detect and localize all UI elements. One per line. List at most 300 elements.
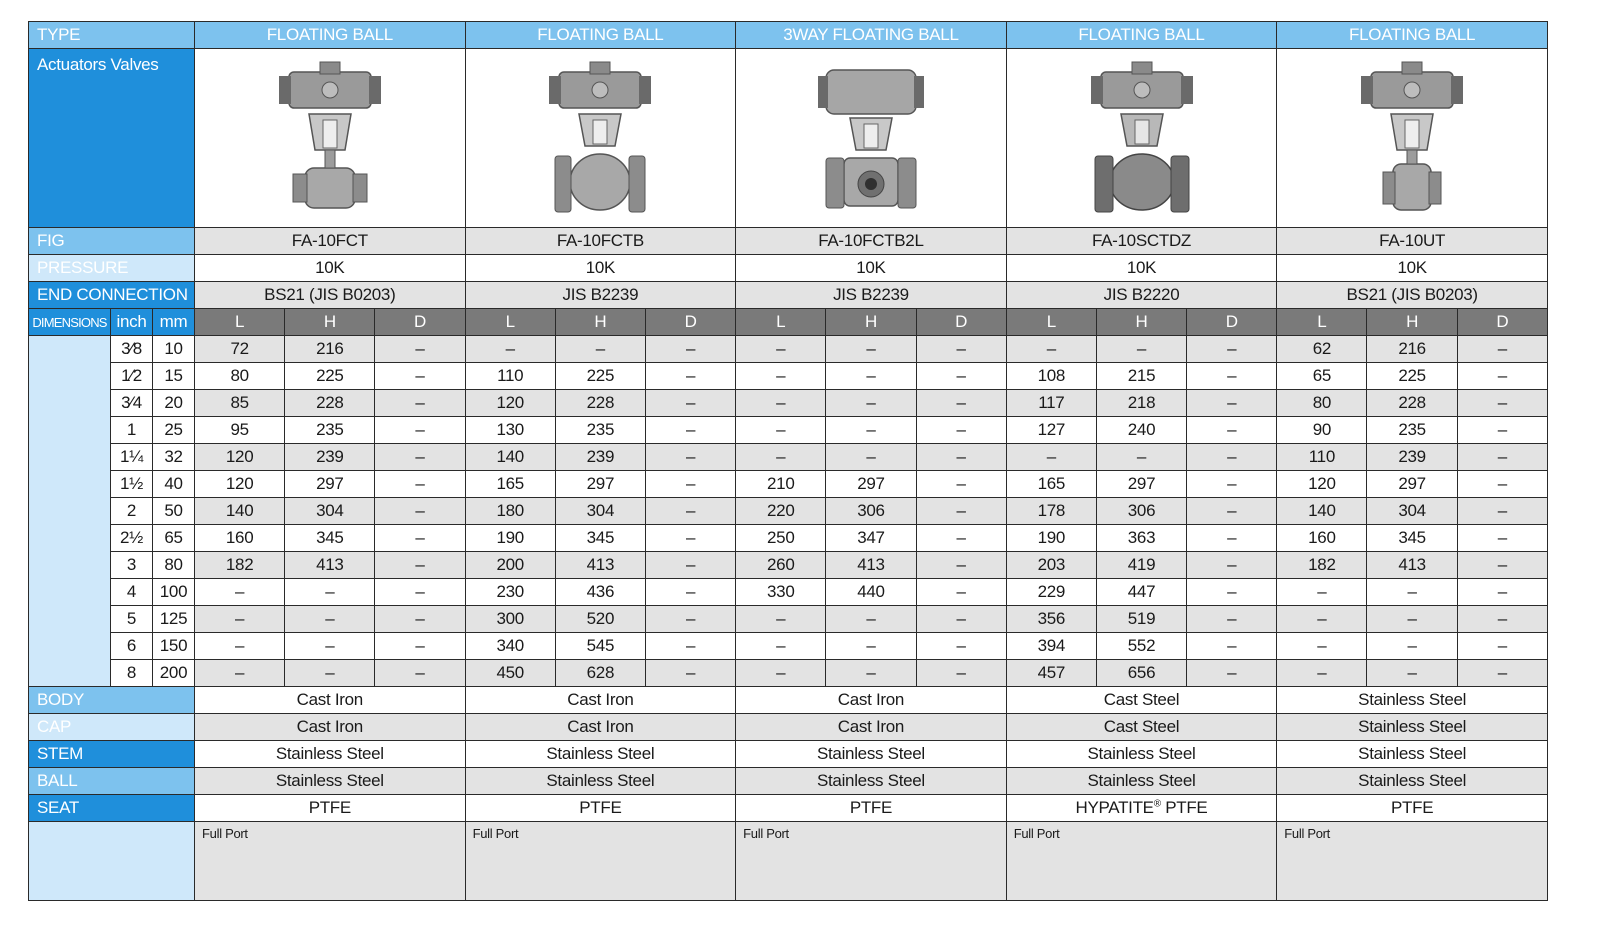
dimension-value: 117 <box>1006 390 1096 417</box>
dimension-value: 340 <box>465 633 555 660</box>
dimension-value: 235 <box>1367 417 1457 444</box>
dimension-value: 306 <box>1096 498 1186 525</box>
col-h-header: H <box>826 309 916 336</box>
ball-value: Stainless Steel <box>1277 768 1548 795</box>
dimension-value: 72 <box>195 336 285 363</box>
dimension-value: – <box>1457 363 1547 390</box>
dimension-value: – <box>916 417 1006 444</box>
dimension-value: – <box>826 444 916 471</box>
seat-value: PTFE <box>195 795 466 822</box>
dimension-value: 436 <box>555 579 645 606</box>
dimension-value: 250 <box>736 525 826 552</box>
fig-label: FIG <box>29 228 195 255</box>
size-inch: 5 <box>111 606 153 633</box>
dimension-value: – <box>826 606 916 633</box>
dimension-value: 306 <box>826 498 916 525</box>
image-row <box>29 49 1548 228</box>
dimension-value: – <box>736 336 826 363</box>
dimension-value: 457 <box>1006 660 1096 687</box>
dimension-value: – <box>195 633 285 660</box>
col-l-header: L <box>1006 309 1096 336</box>
note-value: Full Port <box>195 822 466 901</box>
dimension-value: – <box>1006 336 1096 363</box>
col-h-header: H <box>555 309 645 336</box>
dimensions-label: DIMENSIONS <box>29 309 111 336</box>
dimension-value: 140 <box>195 498 285 525</box>
size-mm: 80 <box>153 552 195 579</box>
stem-value: Stainless Steel <box>1006 741 1277 768</box>
dimension-value: – <box>1457 417 1547 444</box>
col-h-header: H <box>285 309 375 336</box>
fig-value: FA-10FCTB2L <box>736 228 1007 255</box>
dimension-value: – <box>1187 336 1277 363</box>
dimension-value: – <box>285 633 375 660</box>
dimension-value: – <box>736 417 826 444</box>
dimension-value: 413 <box>826 552 916 579</box>
dimension-value: 413 <box>285 552 375 579</box>
dimension-value: 297 <box>1367 471 1457 498</box>
dimension-value: – <box>1187 444 1277 471</box>
dimension-row <box>29 363 1548 390</box>
dimension-value: 120 <box>195 444 285 471</box>
dimension-value: 330 <box>736 579 826 606</box>
dimension-value: – <box>736 633 826 660</box>
dimension-value: – <box>375 471 465 498</box>
dimensions-side-panel <box>29 336 111 687</box>
dimension-value: 552 <box>1096 633 1186 660</box>
dimension-value: 240 <box>1096 417 1186 444</box>
cap-value: Cast Steel <box>1006 714 1277 741</box>
size-inch: 3⁄4 <box>111 390 153 417</box>
screwed-ball-valve-actuator-icon <box>195 49 466 228</box>
size-inch: 2½ <box>111 525 153 552</box>
dimension-value: – <box>916 444 1006 471</box>
dimension-value: – <box>1367 660 1457 687</box>
size-mm: 32 <box>153 444 195 471</box>
dimension-value: 228 <box>1367 390 1457 417</box>
dimension-value: 215 <box>1096 363 1186 390</box>
dimension-value: 218 <box>1096 390 1186 417</box>
dimension-value: 228 <box>285 390 375 417</box>
cap-row <box>29 714 1548 741</box>
size-inch: 3 <box>111 552 153 579</box>
model-type-4: FLOATING BALL <box>1006 22 1277 49</box>
size-mm: 200 <box>153 660 195 687</box>
ball-row <box>29 768 1548 795</box>
dimension-row <box>29 444 1548 471</box>
stem-value: Stainless Steel <box>736 741 1007 768</box>
dimension-value: – <box>1457 444 1547 471</box>
fig-value: FA-10UT <box>1277 228 1548 255</box>
body-label: BODY <box>29 687 195 714</box>
dimension-value: – <box>826 390 916 417</box>
type-row <box>29 22 1548 49</box>
dimension-value: – <box>375 660 465 687</box>
fig-value: FA-10FCTB <box>465 228 736 255</box>
seat-label: SEAT <box>29 795 195 822</box>
size-mm: 25 <box>153 417 195 444</box>
mm-header: mm <box>153 309 195 336</box>
dimension-value: 239 <box>285 444 375 471</box>
cap-label: CAP <box>29 714 195 741</box>
dimension-value: 130 <box>465 417 555 444</box>
dimension-value: – <box>285 606 375 633</box>
stem-label: STEM <box>29 741 195 768</box>
dimension-value: – <box>375 390 465 417</box>
dimension-value: 165 <box>1006 471 1096 498</box>
dimension-value: 239 <box>1367 444 1457 471</box>
seat-value: PTFE <box>465 795 736 822</box>
size-inch: 6 <box>111 633 153 660</box>
union-ball-valve-actuator-icon <box>1277 49 1548 228</box>
dimension-value: 450 <box>465 660 555 687</box>
ball-label: BALL <box>29 768 195 795</box>
dimension-value: 90 <box>1277 417 1367 444</box>
size-mm: 100 <box>153 579 195 606</box>
col-d-header: D <box>645 309 735 336</box>
ball-value: Stainless Steel <box>736 768 1007 795</box>
dimension-value: – <box>916 498 1006 525</box>
note-value: Full Port <box>1006 822 1277 901</box>
dimension-value: – <box>916 633 1006 660</box>
dimension-value: 447 <box>1096 579 1186 606</box>
model-type-3: 3WAY FLOATING BALL <box>736 22 1007 49</box>
dimension-value: 229 <box>1006 579 1096 606</box>
dimension-value: 628 <box>555 660 645 687</box>
dimension-value: 160 <box>195 525 285 552</box>
col-d-header: D <box>916 309 1006 336</box>
dimension-value: 656 <box>1096 660 1186 687</box>
dimension-value: – <box>916 390 1006 417</box>
stem-value: Stainless Steel <box>1277 741 1548 768</box>
dimension-value: – <box>645 363 735 390</box>
body-value: Cast Steel <box>1006 687 1277 714</box>
dimension-value: 230 <box>465 579 555 606</box>
dimension-row <box>29 498 1548 525</box>
pressure-value: 10K <box>195 255 466 282</box>
dimension-value: – <box>375 498 465 525</box>
dimension-value: – <box>1187 417 1277 444</box>
pressure-value: 10K <box>465 255 736 282</box>
dimension-row <box>29 417 1548 444</box>
dimension-value: 216 <box>285 336 375 363</box>
seat-value <box>1006 795 1277 822</box>
dimension-row <box>29 552 1548 579</box>
dimension-value: 220 <box>736 498 826 525</box>
cap-value: Cast Iron <box>465 714 736 741</box>
cap-value: Cast Iron <box>195 714 466 741</box>
dimension-value: 120 <box>465 390 555 417</box>
pressure-row <box>29 255 1548 282</box>
dimension-value: – <box>195 660 285 687</box>
size-inch: 2 <box>111 498 153 525</box>
dimension-value: – <box>736 606 826 633</box>
dimension-value: – <box>375 633 465 660</box>
dimension-value: 300 <box>465 606 555 633</box>
dimension-value: – <box>1277 579 1367 606</box>
dimension-value: 297 <box>285 471 375 498</box>
dimension-value: – <box>1457 525 1547 552</box>
dimension-value: 413 <box>1367 552 1457 579</box>
dimension-value: – <box>916 525 1006 552</box>
dimension-value: – <box>916 579 1006 606</box>
dimension-row <box>29 633 1548 660</box>
dimension-value: 62 <box>1277 336 1367 363</box>
size-inch: 4 <box>111 579 153 606</box>
dimension-value: – <box>375 417 465 444</box>
model-type-1: FLOATING BALL <box>195 22 466 49</box>
dimension-value: 519 <box>1096 606 1186 633</box>
dimension-value: – <box>375 363 465 390</box>
dimension-row <box>29 525 1548 552</box>
dimension-value: 160 <box>1277 525 1367 552</box>
size-mm: 20 <box>153 390 195 417</box>
dimension-value: – <box>826 417 916 444</box>
dimension-value: 304 <box>1367 498 1457 525</box>
pressure-label: PRESSURE <box>29 255 195 282</box>
size-mm: 150 <box>153 633 195 660</box>
size-inch: 1½ <box>111 471 153 498</box>
dimension-value: – <box>645 579 735 606</box>
dimension-value: – <box>1277 660 1367 687</box>
dimension-value: 345 <box>555 525 645 552</box>
dimension-value: – <box>1006 444 1096 471</box>
dimension-value: 235 <box>285 417 375 444</box>
dimension-value: – <box>736 444 826 471</box>
seat-material-suffix: PTFE <box>1160 798 1208 817</box>
model-type-2: FLOATING BALL <box>465 22 736 49</box>
dimension-value: – <box>1187 498 1277 525</box>
registered-mark: ® <box>1153 798 1161 810</box>
seat-material: HYPATITE <box>1075 798 1154 817</box>
dimension-value: – <box>826 336 916 363</box>
dimension-value: 345 <box>285 525 375 552</box>
dimension-value: – <box>1457 606 1547 633</box>
dimension-value: 216 <box>1367 336 1457 363</box>
dimension-value: – <box>645 525 735 552</box>
dimension-value: – <box>645 552 735 579</box>
size-inch: 8 <box>111 660 153 687</box>
dimension-value: 347 <box>826 525 916 552</box>
end-connection-value: BS21 (JIS B0203) <box>195 282 466 309</box>
dimension-value: – <box>1457 633 1547 660</box>
dimension-value: – <box>1457 552 1547 579</box>
dimension-value: 65 <box>1277 363 1367 390</box>
dimension-value: 85 <box>195 390 285 417</box>
end-connection-value: JIS B2239 <box>736 282 1007 309</box>
dimensions-header-row <box>29 309 1548 336</box>
col-h-header: H <box>1096 309 1186 336</box>
dimension-value: 127 <box>1006 417 1096 444</box>
dimension-value: – <box>645 498 735 525</box>
dimension-row <box>29 471 1548 498</box>
dimension-value: 297 <box>1096 471 1186 498</box>
dimension-value: – <box>1457 498 1547 525</box>
dimension-value: – <box>1187 660 1277 687</box>
dimension-value: 413 <box>555 552 645 579</box>
dimension-value: 108 <box>1006 363 1096 390</box>
dimension-value: – <box>916 363 1006 390</box>
dimension-value: – <box>826 633 916 660</box>
dimension-value: – <box>1367 633 1457 660</box>
col-d-header: D <box>1187 309 1277 336</box>
dimension-value: – <box>555 336 645 363</box>
end-connection-value: JIS B2239 <box>465 282 736 309</box>
dimension-value: 120 <box>1277 471 1367 498</box>
body-value: Cast Iron <box>736 687 1007 714</box>
dimension-value: – <box>1457 471 1547 498</box>
dimension-value: – <box>375 525 465 552</box>
seat-value: PTFE <box>736 795 1007 822</box>
dimension-value: 140 <box>1277 498 1367 525</box>
dimension-value: 225 <box>285 363 375 390</box>
stem-value: Stainless Steel <box>465 741 736 768</box>
dimension-value: – <box>1187 633 1277 660</box>
dimension-value: 120 <box>195 471 285 498</box>
dimension-value: – <box>826 363 916 390</box>
size-mm: 50 <box>153 498 195 525</box>
dimension-value: 394 <box>1006 633 1096 660</box>
size-inch: 1 <box>111 417 153 444</box>
dimension-value: 200 <box>465 552 555 579</box>
end-connection-label: END CONNECTION <box>29 282 195 309</box>
note-value: Full Port <box>736 822 1007 901</box>
dimension-value: – <box>1457 660 1547 687</box>
pressure-value: 10K <box>1277 255 1548 282</box>
dimension-value: 235 <box>555 417 645 444</box>
ball-value: Stainless Steel <box>1006 768 1277 795</box>
dimension-value: – <box>1187 471 1277 498</box>
stem-row <box>29 741 1548 768</box>
body-value: Cast Iron <box>465 687 736 714</box>
dimension-value: – <box>1367 606 1457 633</box>
col-l-header: L <box>465 309 555 336</box>
body-value: Stainless Steel <box>1277 687 1548 714</box>
note-value: Full Port <box>1277 822 1548 901</box>
flanged-steel-ball-valve-actuator-icon <box>1006 49 1277 228</box>
dimension-value: 140 <box>465 444 555 471</box>
dimension-value: 110 <box>465 363 555 390</box>
dimension-value: – <box>1187 606 1277 633</box>
dimension-value: 260 <box>736 552 826 579</box>
dimension-value: – <box>645 444 735 471</box>
dimension-value: – <box>1187 525 1277 552</box>
dimension-value: 210 <box>736 471 826 498</box>
col-l-header: L <box>1277 309 1367 336</box>
col-h-header: H <box>1367 309 1457 336</box>
dimension-value: – <box>645 633 735 660</box>
dimension-value: – <box>736 660 826 687</box>
dimension-value: – <box>916 660 1006 687</box>
dimension-value: – <box>285 579 375 606</box>
size-inch: 1¼ <box>111 444 153 471</box>
pressure-value: 10K <box>1006 255 1277 282</box>
dimension-value: 165 <box>465 471 555 498</box>
dimension-value: 95 <box>195 417 285 444</box>
end-connection-value: JIS B2220 <box>1006 282 1277 309</box>
dimension-value: – <box>916 471 1006 498</box>
dimension-value: 545 <box>555 633 645 660</box>
fig-row <box>29 228 1548 255</box>
dimension-value: – <box>916 552 1006 579</box>
dimension-row <box>29 660 1548 687</box>
dimension-value: – <box>375 579 465 606</box>
dimension-value: 363 <box>1096 525 1186 552</box>
dimension-value: 345 <box>1367 525 1457 552</box>
dimension-value: – <box>285 660 375 687</box>
seat-value: PTFE <box>1277 795 1548 822</box>
dimension-value: 190 <box>465 525 555 552</box>
dimension-value: – <box>195 579 285 606</box>
size-mm: 40 <box>153 471 195 498</box>
size-mm: 65 <box>153 525 195 552</box>
body-row <box>29 687 1548 714</box>
dimension-value: – <box>1277 633 1367 660</box>
model-type-5: FLOATING BALL <box>1277 22 1548 49</box>
stem-value: Stainless Steel <box>195 741 466 768</box>
dimension-value: – <box>645 390 735 417</box>
ball-value: Stainless Steel <box>195 768 466 795</box>
dimension-value: – <box>645 660 735 687</box>
dimension-value: 297 <box>826 471 916 498</box>
dimension-value: 203 <box>1006 552 1096 579</box>
three-way-ball-valve-actuator-icon <box>736 49 1007 228</box>
size-mm: 125 <box>153 606 195 633</box>
fig-value: FA-10FCT <box>195 228 466 255</box>
dimension-value: – <box>1367 579 1457 606</box>
dimension-value: – <box>1457 336 1547 363</box>
cap-value: Cast Iron <box>736 714 1007 741</box>
size-mm: 15 <box>153 363 195 390</box>
type-label: TYPE <box>29 22 195 49</box>
dimension-value: – <box>375 606 465 633</box>
dimension-value: 180 <box>465 498 555 525</box>
dimension-value: – <box>375 444 465 471</box>
dimension-value: – <box>1187 390 1277 417</box>
dimension-value: 225 <box>1367 363 1457 390</box>
dimension-row <box>29 606 1548 633</box>
dimension-value: – <box>375 336 465 363</box>
dimension-value: 520 <box>555 606 645 633</box>
dimension-value: – <box>1096 444 1186 471</box>
col-d-header: D <box>1457 309 1547 336</box>
dimension-value: – <box>195 606 285 633</box>
ball-value: Stainless Steel <box>465 768 736 795</box>
dimension-rows <box>29 336 1548 687</box>
dimension-value: – <box>1187 363 1277 390</box>
dimension-value: 304 <box>555 498 645 525</box>
dimension-value: 182 <box>1277 552 1367 579</box>
dimension-value: – <box>645 471 735 498</box>
end-connection-row <box>29 282 1548 309</box>
dimension-value: 228 <box>555 390 645 417</box>
dimension-value: – <box>1187 579 1277 606</box>
cap-value: Stainless Steel <box>1277 714 1548 741</box>
dimension-value: 80 <box>195 363 285 390</box>
pressure-value: 10K <box>736 255 1007 282</box>
dimension-value: – <box>916 336 1006 363</box>
dimension-value: 182 <box>195 552 285 579</box>
dimension-value: 110 <box>1277 444 1367 471</box>
fig-value: FA-10SCTDZ <box>1006 228 1277 255</box>
size-inch: 3⁄8 <box>111 336 153 363</box>
dimension-value: 225 <box>555 363 645 390</box>
dimension-row <box>29 579 1548 606</box>
size-inch: 1⁄2 <box>111 363 153 390</box>
dimension-value: – <box>736 363 826 390</box>
note-label-blank <box>29 822 195 901</box>
body-value: Cast Iron <box>195 687 466 714</box>
